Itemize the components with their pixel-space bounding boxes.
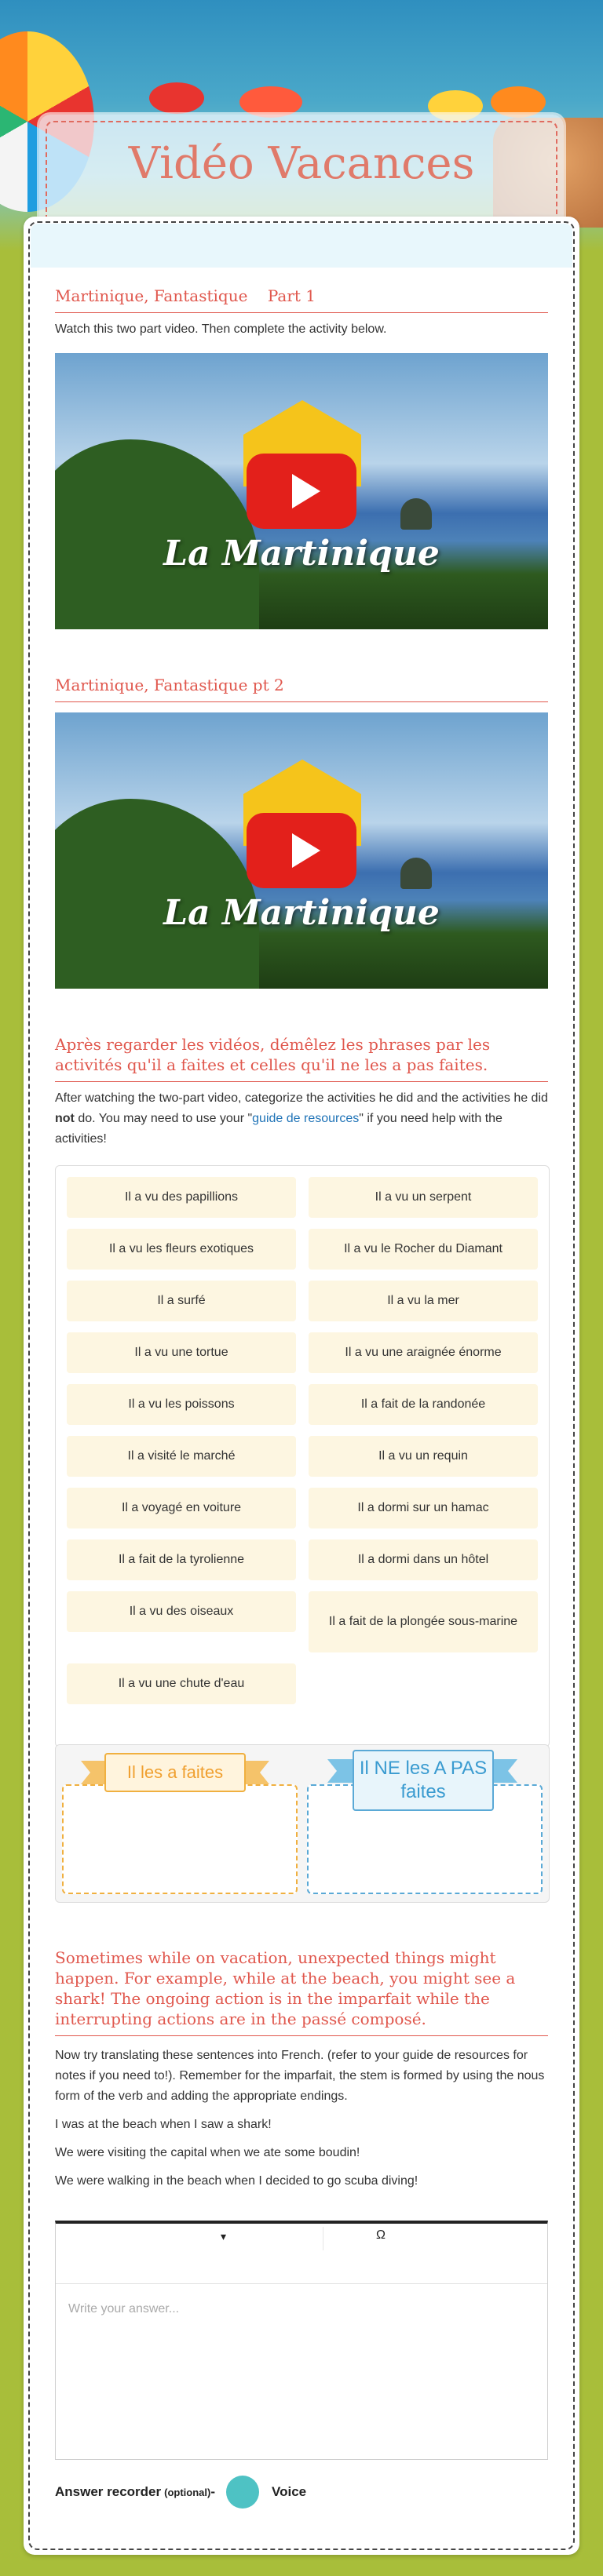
- video-player-part2[interactable]: [55, 712, 548, 989]
- activity-card[interactable]: Il a voyagé en voiture: [67, 1488, 296, 1528]
- did-not-bucket-label: Il NE les A PAS faites: [353, 1750, 494, 1811]
- section-title: Sometimes while on vacation, unexpected things might happen. For example, while at the beach, you might see a shark! The ongoing action is in the imparfait while the interrupting actions are in the passé composé.: [55, 1947, 548, 2036]
- activity-card[interactable]: Il a dormi sur un hamac: [309, 1488, 538, 1528]
- activity-card[interactable]: Il a vu la mer: [309, 1281, 538, 1321]
- recorder-label: Answer recorder: [55, 2484, 162, 2499]
- editor-toolbar: [56, 2224, 547, 2284]
- section-part2: [55, 675, 548, 702]
- activity-card[interactable]: Il a vu une tortue: [67, 1332, 296, 1373]
- flip-flop-image: [239, 86, 302, 118]
- sentence-item: I was at the beach when I saw a shark!: [55, 2118, 272, 2131]
- intro-text: " if you need help with the activities!: [55, 1112, 502, 1146]
- section-title: Après regarder les vidéos, démêlez les phrases par les activités qu'il a faites et celles qu'il ne les a pas faites.: [55, 1034, 548, 1082]
- section-title: Martinique, Fantastique pt 2: [55, 675, 548, 702]
- answer-input[interactable]: Write your answer...: [68, 2302, 180, 2315]
- rock-image: [400, 858, 432, 889]
- activity-card[interactable]: Il a vu des papillions: [67, 1177, 296, 1218]
- activity-card[interactable]: Il a dormi dans un hôtel: [309, 1539, 538, 1580]
- activity-intro: [55, 1088, 548, 1150]
- activity-card[interactable]: Il a vu des oiseaux: [67, 1591, 296, 1632]
- did-drop-zone[interactable]: [62, 1784, 298, 1894]
- ribbon-tail-icon: [327, 1759, 354, 1783]
- ribbon-tail-icon: [491, 1759, 517, 1783]
- intro-text: After watching the two-part video, categorize the activities he did and the activities he did: [55, 1091, 548, 1105]
- activity-card[interactable]: Il a surfé: [67, 1281, 296, 1321]
- page-title: Vidéo Vacances: [128, 138, 475, 189]
- voice-label: Voice: [272, 2484, 307, 2499]
- section-instructions: Watch this two part video. Then complete the activity below.: [55, 322, 387, 336]
- did-bucket-label: Il les a faites: [104, 1753, 246, 1792]
- sort-buckets: [55, 1744, 550, 1903]
- section-sort-activity: [55, 1034, 548, 1150]
- play-icon: [292, 474, 320, 508]
- flip-flop-image: [149, 82, 204, 114]
- activity-card[interactable]: Il a vu le Rocher du Diamant: [309, 1229, 538, 1270]
- guide-de-resources-link[interactable]: guide de resources: [252, 1112, 360, 1125]
- activity-card[interactable]: Il a fait de la tyrolienne: [67, 1539, 296, 1580]
- ribbon-tail-icon: [243, 1761, 269, 1784]
- sentence-item: We were walking in the beach when I decided to go scuba diving!: [55, 2174, 418, 2188]
- activity-card[interactable]: Il a vu une araignée énorme: [309, 1332, 538, 1373]
- activity-card[interactable]: Il a vu un requin: [309, 1436, 538, 1477]
- activity-card[interactable]: Il a vu un serpent: [309, 1177, 538, 1218]
- special-characters-icon[interactable]: Ω: [376, 2228, 386, 2242]
- ribbon-tail-icon: [81, 1761, 108, 1784]
- activity-card[interactable]: Il a visité le marché: [67, 1436, 296, 1477]
- rock-image: [400, 498, 432, 530]
- flip-flop-image: [491, 86, 546, 118]
- answer-recorder: [55, 2476, 306, 2508]
- section-translation: [55, 1947, 548, 2192]
- section-part1: [55, 286, 548, 340]
- activity-card[interactable]: Il a fait de la randonée: [309, 1384, 538, 1425]
- video-title: La Martinique: [163, 893, 440, 933]
- intro-text: do. You may need to use your ": [74, 1112, 253, 1125]
- section-title: Martinique, Fantastique Part 1: [55, 286, 548, 313]
- title-banner: [39, 115, 564, 232]
- play-icon: [292, 833, 320, 868]
- activity-card[interactable]: Il a vu les poissons: [67, 1384, 296, 1425]
- activity-card-bank: [55, 1165, 550, 1747]
- translation-instructions: Now try translating these sentences into French. (refer to your guide de resources for notes if you need to!). Remember for the imparfait, the stem is formed by using the nous form of the verb and adding the appropriate endings.: [55, 2049, 545, 2103]
- video-player-part1[interactable]: [55, 353, 548, 629]
- record-voice-button[interactable]: [226, 2476, 259, 2509]
- sentence-item: We were visiting the capital when we ate some boudin!: [55, 2146, 360, 2159]
- activity-card[interactable]: Il a vu une chute d'eau: [67, 1663, 296, 1704]
- format-dropdown[interactable]: ▾: [221, 2230, 227, 2243]
- recorder-dash: -: [210, 2484, 216, 2499]
- activity-card[interactable]: Il a fait de la plongée sous-marine: [309, 1591, 538, 1652]
- answer-editor: [55, 2221, 548, 2460]
- intro-bold: not: [55, 1112, 75, 1125]
- recorder-optional: (optional): [164, 2486, 211, 2498]
- activity-card[interactable]: Il a vu les fleurs exotiques: [67, 1229, 296, 1270]
- video-title: La Martinique: [163, 534, 440, 574]
